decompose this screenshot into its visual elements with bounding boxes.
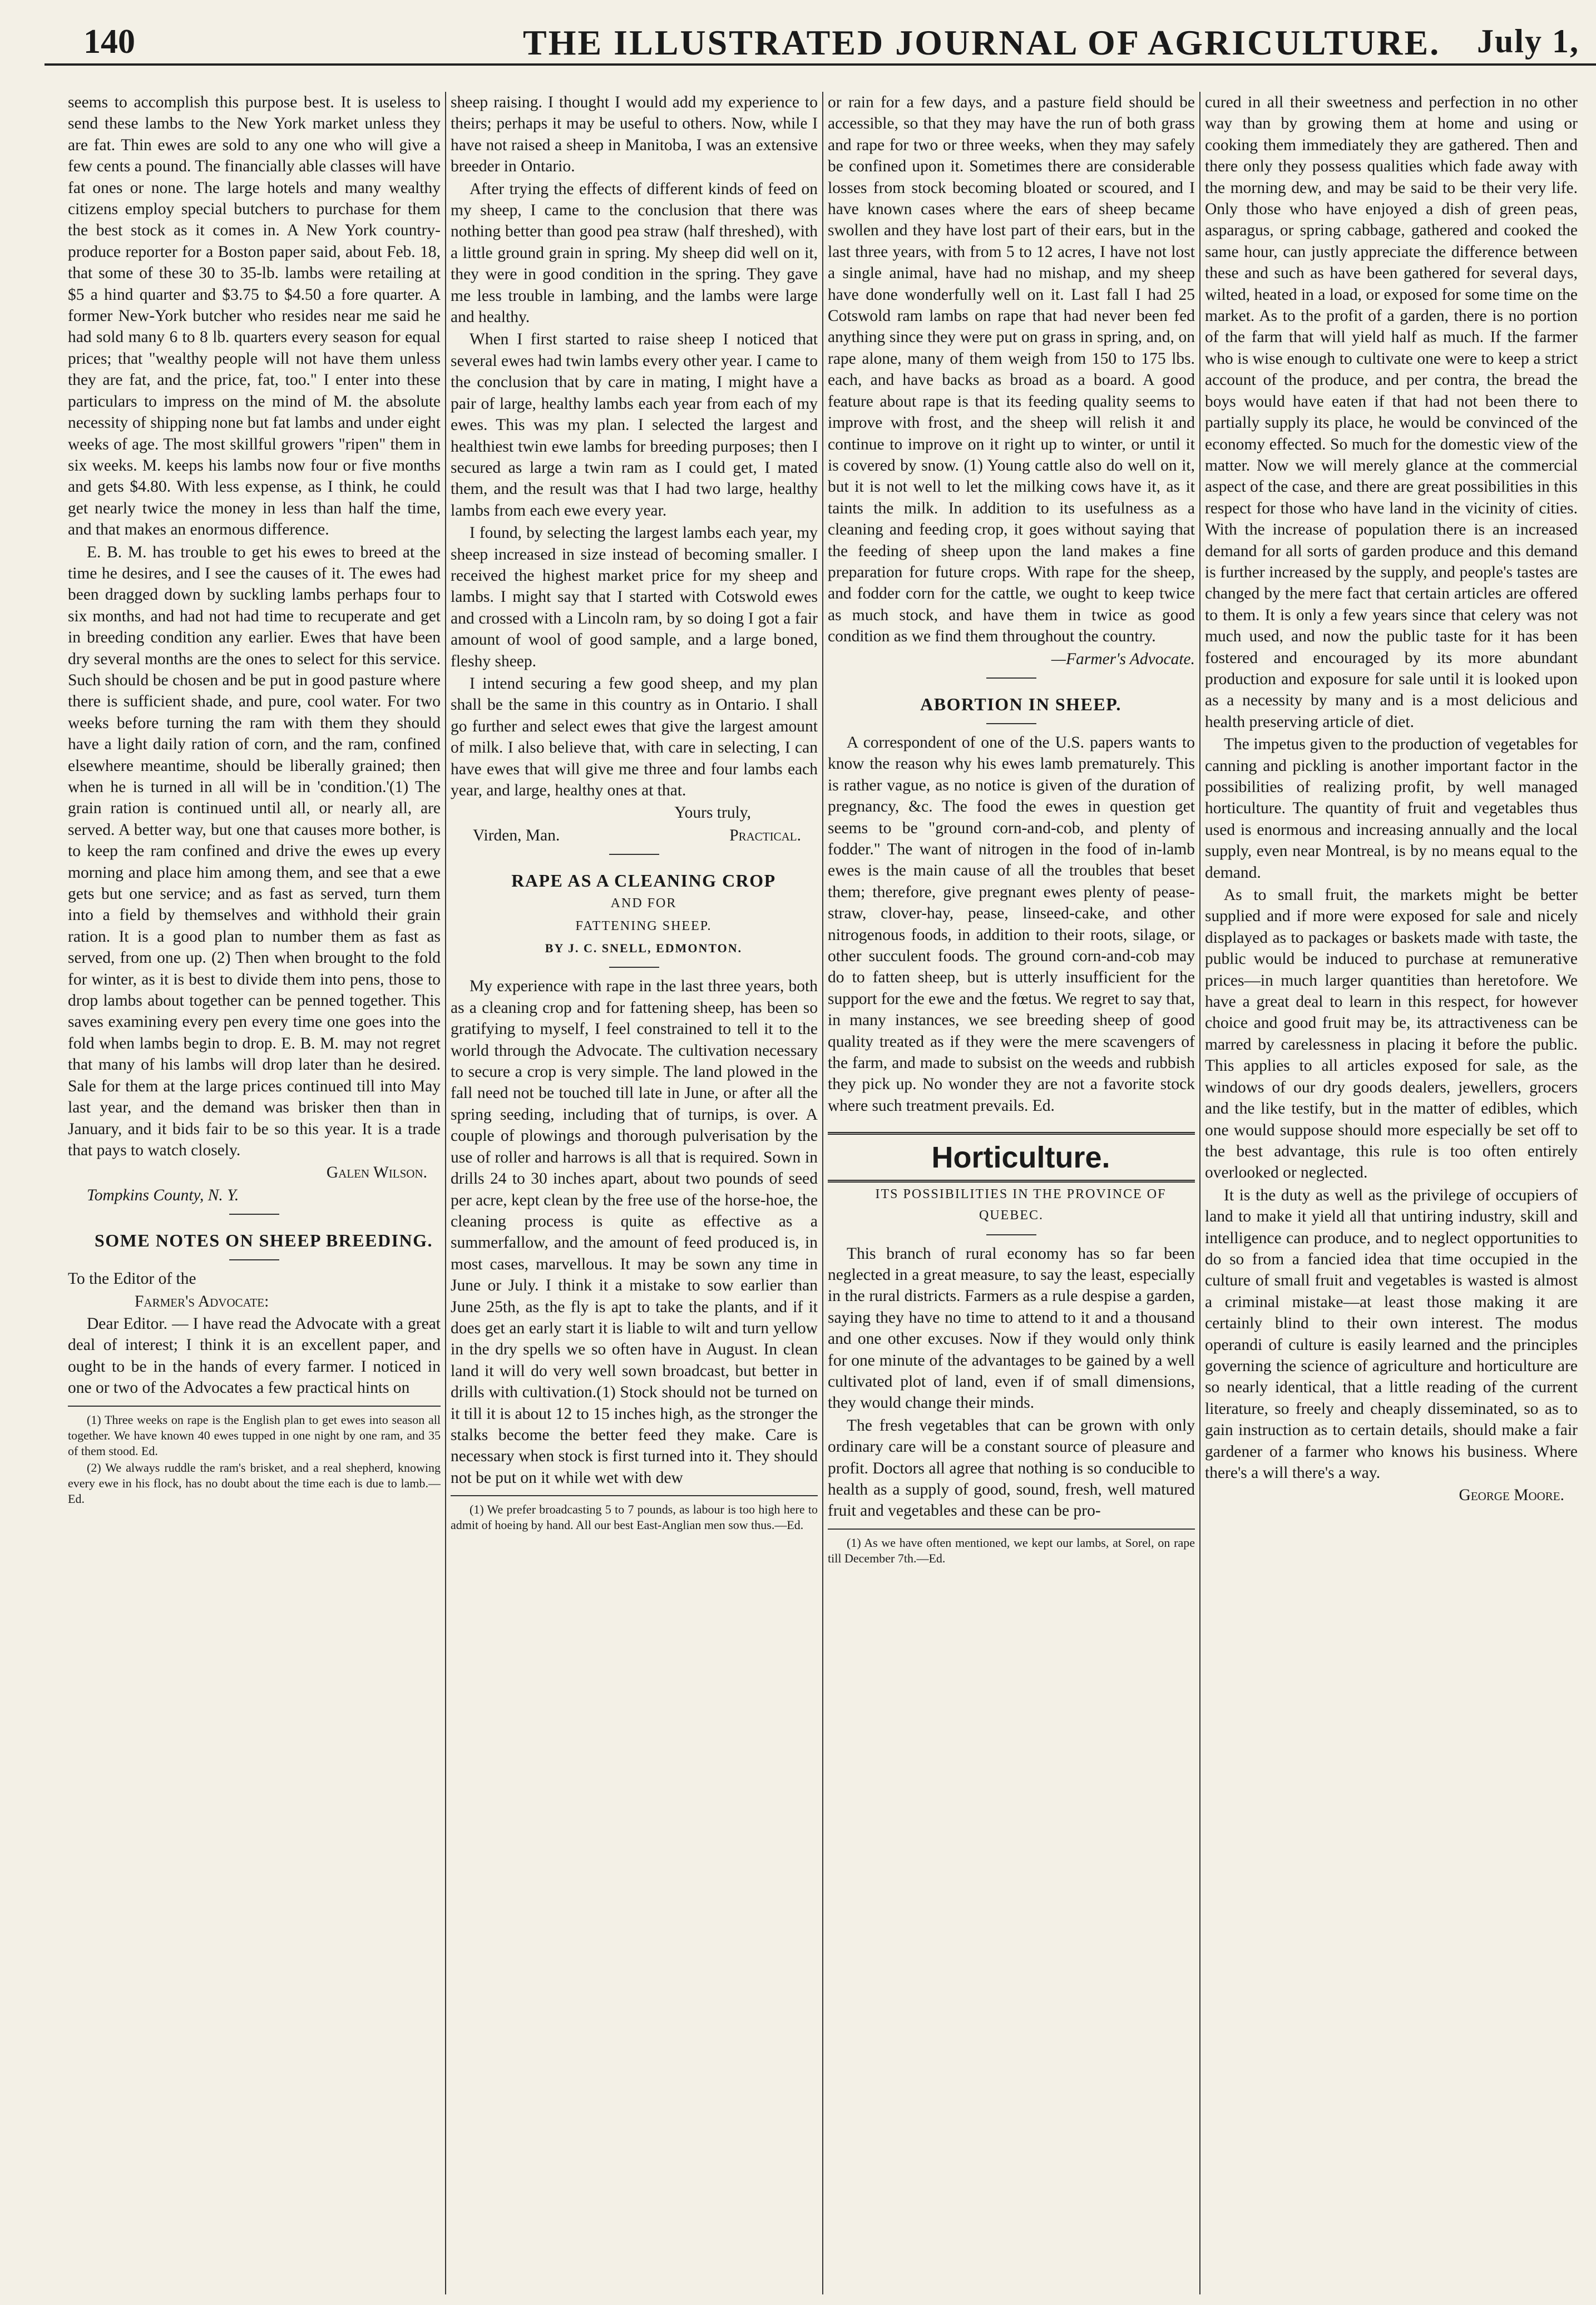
article-paragraph: This branch of rural economy has so far been neglected in a great measure, to say the least, especially in the rural districts. Farmers as a rule despise a garden, saying they have no time to attend to it and a thousand and one other excuses. Now if they would only think for one minute of the advantages to be gained by a well cultivated plot of land, even if of small dimensions, they would change their minds. (828, 1244, 1195, 1412)
article-paragraph: The impetus given to the production of vegetables for canning and pickling is another important factor in the possibilities of realizing profit, by well managed horticulture. The quantity of fruit and vegetables thus used is enormous and increasing annually and the local supply, even near Montreal, is by no means equal to the demand. (1205, 735, 1578, 882)
column-1 (68, 92, 441, 2294)
divider (986, 1234, 1036, 1235)
column-4 (1205, 92, 1578, 2294)
signoff (451, 825, 818, 846)
article-heading: ABORTION IN SHEEP. (920, 694, 1121, 714)
salutation: To the Editor of the (68, 1270, 196, 1288)
author-signature: Galen Wilson. (326, 1164, 427, 1182)
article-paragraph: As to small fruit, the markets might be better supplied and if more were exposed for sale and nicely displayed as to packages or baskets made with taste, the public would be induced to purchase at remunerative prices—in much larger quantities than heretofore. We have a great deal to learn in this respect, for however choice and good fruit may be, its attractiveness can be marred by carelessness in placing it before the public. This applies to all articles exposed for sale, as the windows of our dry goods dealers, jewellers, grocers and the like testify, but in the matter of edibles, which one would suppose should more especially be set off to the best advantage, this rule is too often entirely overlooked or neglected. (1205, 886, 1578, 1182)
article-paragraph: sheep raising. I thought I would add my experience to theirs; perhaps it may be useful to others. Now, while I have not raised a sheep in Manitoba, I was an extensive breeder in Ontario. (451, 93, 818, 176)
article-subheading: FATTENING SHEEP. (575, 918, 712, 933)
divider (229, 1259, 279, 1260)
article-paragraph: My experience with rape in the last three years, both as a cleaning crop and for fattening sheep, has been so gratifying to myself, I feel constrained to tell it to the world through the Advocate. The cultivation necessary to secure a crop is very simple. The land plowed in the fall need not be touched till late in June, or after all the spring seeding, including that of turnips, is over. A couple of plowings and thorough pulverisation by the use of roller and harrows is all that is required. Sown in drills 24 to 30 inches apart, about two pounds of seed per acre, kept clean by the free use of the horse-hoe, the cleaning process is quite as effective as a summerfallow, and the amount of feed produced is, in most cases, marvellous. It may be sown any time in June or July. I think it a mistake to sow earlier than June 25th, as the fly is apt to take the plants, and if it does get an early start it is liable to wilt and turn yellow in the dry spells we so often have in August. In clean land it will do very well sown broadcast, but better in drills with cultivation.(1) Stock should not be turned on it till it is about 12 to 15 inches high, as the stronger the stalks become the better feed they make. Care is necessary when stock is first turned into it. They should not be put on it while wet with dew (451, 977, 818, 1487)
divider (986, 723, 1036, 724)
article-paragraph: I found, by selecting the largest lambs each year, my sheep increased in size instead of becoming smaller. I received the highest market price for my sheep and lambs. I might say that I started with Cotswold ewes and crossed with a Lincoln ram, by so doing I got a fair amount of wool of good sample, and a large boned, fleshy sheep. (451, 524, 818, 670)
author-place: Tompkins County, N. Y. (87, 1186, 239, 1204)
divider (986, 677, 1036, 679)
article-paragraph: The fresh vegetables that can be grown with only ordinary care will be a constant source of pleasure and profit. Doctors all agree that nothing is so conducible to health as a supply of good, sound, fresh, well matured fruit and vegetables and these can be pro- (828, 1416, 1195, 1520)
article-byline: BY J. C. SNELL, EDMONTON. (545, 941, 743, 956)
divider (609, 967, 659, 968)
author-signature: Practical. (729, 826, 801, 844)
article-paragraph: or rain for a few days, and a pasture field should be accessible, so that they may have the run of both grass and rape for two or three weeks, when they may safely be confined upon it. Sometimes there are considerable losses from stock becoming bloated or scoured, and I have known cases where the ears of sheep became swollen and they have lost part of their ears, but in the last three years, with from 5 to 12 acres, I have not lost a single animal, have had no mishap, and my sheep have done wonderfully well on it. Last fall I had 25 Cotswold ram lambs on rape that had never been fed anything since they were put on grass in spring, and, on rape alone, many of them weigh from 150 to 175 lbs. each, and have backs as broad as a board. A good feature about rape is that its feeding quality seems to improve with frost, and the sheep will relish it and continue to improve on it right up to winter, or until it is covered by snow. (1) Young cattle also do well on it, but it is not well to let the milking cows have it, as it taints the milk. In addition to its usefulness as a cleaning and feeding crop, it goes without saying that the feeding of sheep upon the land makes a fine preparation for future crops. With rape for the sheep, and fodder corn for the cattle, we ought to keep twice as much stock, and have them in twice as good condition as we find them throughout the country. (828, 93, 1195, 646)
article-paragraph: Dear Editor. — I have read the Advocate with a great deal of interest; I think it is an excellent paper, and ought to be in the hands of every farmer. I noticed in one or two of the Advocates a few practical hints on (68, 1314, 441, 1397)
journal-title: THE ILLUSTRATED JOURNAL OF AGRICULTURE. (523, 23, 1441, 62)
author-place: Virden, Man. (473, 826, 560, 844)
article-heading-and: AND FOR (610, 896, 677, 911)
article-paragraph: After trying the effects of different kinds of feed on my sheep, I came to the conclusion that there was nothing better than good pea straw (half threshed), with a little ground grain in spring. My sheep did well on it, they were in good condition in the spring. They gave me less trouble in lambing, and the lambs were large and healthy. (451, 180, 818, 327)
article-paragraph: I intend securing a few good sheep, and my plan shall be the same in this country as in Ontario. I shall go further and select ewes that give the largest amount of milk. I also believe that, with care in selecting, I can have ewes that will give me three and four lambs each year, and large, healthy ones at that. (451, 674, 818, 799)
page-header (45, 0, 1596, 66)
issue-date: July 1, (1476, 23, 1579, 60)
column-rule (822, 92, 823, 2294)
page-number: 140 (83, 23, 135, 61)
footnote: (1) Three weeks on rape is the English plan to get ewes into season all together. We have known 40 ewes tupped in one night by one ram, and 35 of them stood. Ed. (68, 1406, 441, 1459)
article-paragraph: It is the duty as well as the privilege of occupiers of land to make it yield all that untiring industry, skill and intelligence can produce, and to neglect opportunities to do so from a fancied idea that time occupied in the culture of small fruit and vegetables is wasted is almost a criminal mistake—at least those making it are certainly blind to their own interest. The modus operandi of culture is easily learned and the principles governing the science of agriculture and horticulture are so nearly identical, that a little reading of the current literature, so freely and cheaply disseminated, so as to gain instruction as to certain details, should make a fair gardener of a farmer who knows his business. Where there's a will there's a way. (1205, 1186, 1578, 1482)
article-subheading: ITS POSSIBILITIES IN THE PROVINCE OF QUEBEC. (875, 1186, 1167, 1223)
article-heading: SOME NOTES ON SHEEP BREEDING. (94, 1230, 433, 1251)
footnote: (1) As we have often mentioned, we kept our lambs, at Sorel, on rape till December 7th.—Ed. (828, 1529, 1195, 1566)
section-heading: Horticulture. (828, 1132, 1195, 1182)
footnote: (1) We prefer broadcasting 5 to 7 pounds, as labour is too high here to admit of hoeing by hand. All our best East-Anglian men sow thus.—Ed. (451, 1495, 818, 1533)
article-paragraph: A correspondent of one of the U.S. papers wants to know the reason why his ewes lamb prematurely. This is rather vague, as no notice is given of the duration of pregnancy, &c. The food the ewes in question get seems to be "ground corn-and-cob, and plenty of fodder." The want of nitrogen in the food of in-lamb ewes is the main cause of all the troubles that beset them; therefore, give pregnant ewes plenty of pease-straw, clover-hay, pease, linseed-cake, and other nitrogenous foods, in addition to their roots, silage, or other succulent foods. The ground corn-and-cob may do to fatten sheep, but is utterly insufficient for the support for the ewe and the fœtus. We regret to say that, in many instances, we see breeding sheep of good quality treated as if they were the mere scavengers of the farm, and made to subsist on the weeds and rubbish they pick up. No wonder they are not a favorite stock where such treatment prevails. Ed. (828, 733, 1195, 1115)
article-paragraph: cured in all their sweetness and perfection in no other way than by growing them at home and using or cooking them immediately they are gathered. Then and there only they possess qualities which fade away with the morning dew, and may be said to be their very life. Only those who have enjoyed a dish of green peas, asparagus, or spring cabbage, gathered and cooked the same hour, can justly appreciate the difference between these and such as have been gathered for several days, wilted, heated in a load, or exposed for some time on the market. As to the profit of a garden, there is no portion of the farm that will yield half as much. If the farmer who is wise enough to cultivate one were to keep a strict account of the produce, and per contra, the bread the boys would have eaten if that had not been there to partially supply its place, he would be convinced of the economy effected. So much for the domestic view of the matter. Now we will merely glance at the commercial aspect of the case, and there are great possibilities in this respect for those who have land in the vicinity of cities. With the increase of population there is an increased demand for all sorts of garden produce and this demand is further increased by the supply, and people's tastes are changed by the mere fact that certain articles are offered to them. It is only a few years since that celery was not much used, and now the public taste for it has been fostered and encouraged by its more abundant production and exposure for sale until it is looked upon as a necessity by many and is a most delicious and health preserving article of diet. (1205, 93, 1578, 731)
divider (229, 1214, 279, 1215)
article-paragraph: When I first started to raise sheep I noticed that several ewes had twin lambs every other year. I came to the conclusion that by care in mating, I might have a pair of large, healthy lambs each year from each of my ewes. This was my plan. I selected the largest and healthiest twin ewe lambs for breeding purposes; then I secured as large a twin ram as I could get, I mated them, and the result was that I had two large, healthy lambs from each ewe every year. (451, 330, 818, 520)
article-paragraph: E. B. M. has trouble to get his ewes to breed at the time he desires, and I see the causes of it. The ewes had been dragged down by suckling lambs perhaps four to six months, and had not had time to recuperate and get in breeding condition any earlier. Ewes that have been dry several months are the ones to select for this service. Such should be chosen and be put in good pasture where there is sufficient shade, and pure, cool water. For two weeks before turning the ram with them they should have a light daily ration of corn, and the ram, confined elsewhere meantime, should be liberally grained; then when he is turned in all will be in 'condition.'(1) The grain ration is continued until all, or nearly all, are served. A better way, but one that causes more bother, is to keep the ram confined and drive the ewes up every morning and place him among them, and see that a ewe gets but one service; and as fast as served, turn them into a field by themselves and withhold their grain ration. It is a good plan to number them as fast as served, from one up. (2) Then when brought to the fold for winter, as it is best to divide them into pens, those to drop lambs about together can be penned together. This saves examining every pen every time one goes into the fold when lambs begin to drop. E. B. M. may not regret that many of his lambs will drop later than he desired. Sale for them at the large prices continued till into May last year, and the demand was brisker then than in January, and it bids fair to be so this year. It is a trade that pays to watch closely. (68, 543, 441, 1159)
footnote: (2) We always ruddle the ram's brisket, and a real shepherd, knowing every ewe in his flock, has no doubt about the time each is due to lamb.—Ed. (68, 1460, 441, 1506)
column-2 (451, 92, 818, 2294)
column-rule (445, 92, 446, 2294)
author-signature: George Moore. (1459, 1486, 1564, 1505)
column-rule (1199, 92, 1200, 2294)
divider (609, 854, 659, 855)
closing: Yours truly, (674, 804, 751, 822)
column-3 (828, 92, 1195, 2294)
article-source: —Farmer's Advocate. (1051, 650, 1195, 668)
article-heading: RAPE AS A CLEANING CROP (511, 870, 776, 891)
salutation-addressee: Farmer's Advocate: (135, 1292, 269, 1310)
article-paragraph: seems to accomplish this purpose best. It is useless to send these lambs to the New York market unless they are fat. Thin ewes are sold to any one who will give a few cents a pound. The financially able classes will have fat ones or none. The large hotels and many wealthy citizens employ special butchers to purchase for them the best stock as it comes in. A New York country-produce reporter for a Boston paper said, about Feb. 18, that some of these 30 to 35-lb. lambs were retailing at $5 a hind quarter and $3.75 to $4.50 a fore quarter. A former New-York butcher who resides near me said he had sold many 6 to 8 lb. quarters every season for equal prices; that "wealthy people will not have them unless they are fat, and the price, fat, too." I enter into these particulars to impress on the mind of M. the absolute necessity of shipping none but fat lambs and under eight weeks of age. The most skillful growers "ripen" them in six weeks. M. keeps his lambs now four or five months and gets $4.80. With less expense, as I think, he could get nearly twice the money in less than half the time, and that makes an enormous difference. (68, 93, 441, 539)
